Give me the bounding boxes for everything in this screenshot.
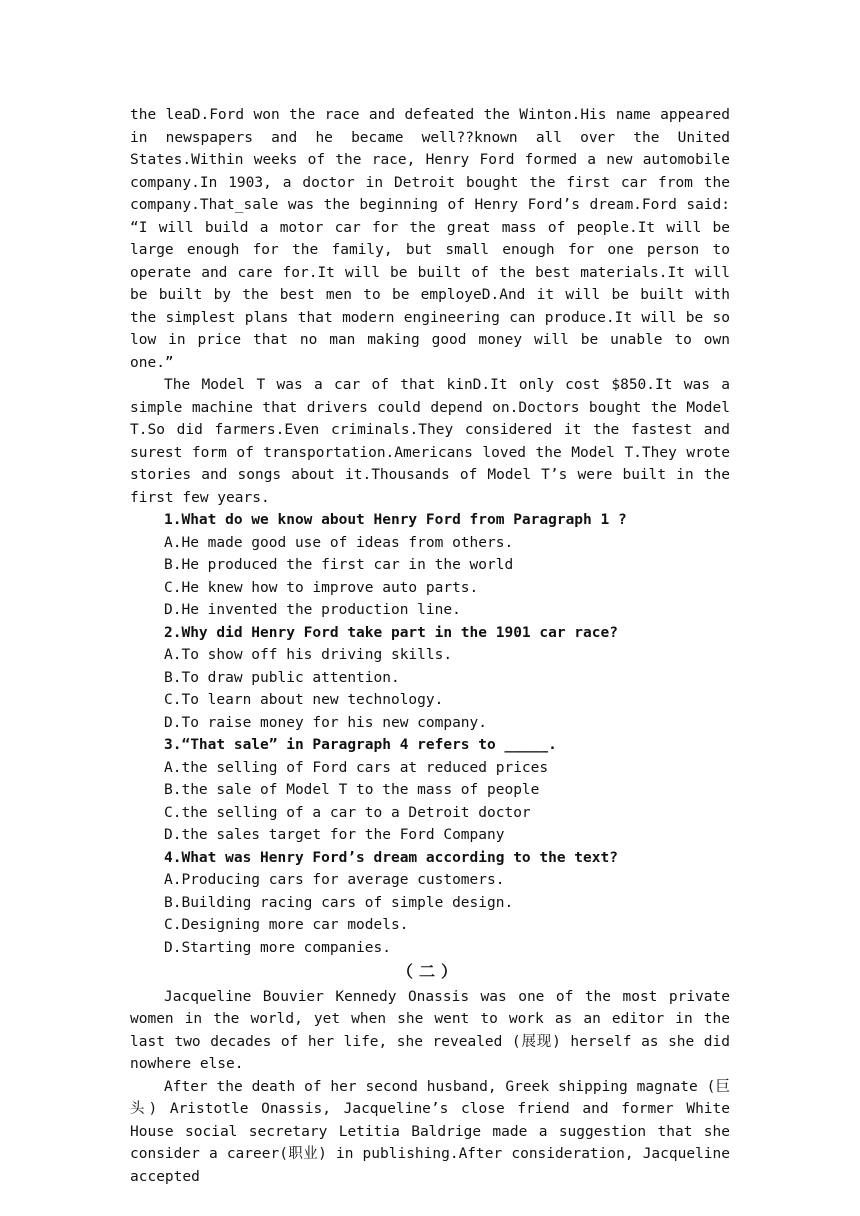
question-1-option-b: B.He produced the first car in the world [164, 557, 514, 573]
question-3-option-d: D.the sales target for the Ford Company [164, 827, 505, 843]
question-3-option-c: C.the selling of a car to a Detroit doctor [164, 804, 531, 821]
question-2-option-c: C.To learn about new technology. [164, 692, 444, 708]
question-block-4 [130, 847, 730, 960]
question-3-option-a: A.the selling of Ford cars at reduced prices [164, 759, 549, 776]
question-2-option-a: A.To show off his driving skills. [164, 647, 453, 663]
section2-paragraph-2: After the death of her second husband, Greek shipping magnate (巨头) Aristotle Onassis, Jacqueline’s close friend and former White House social secretary Letitia Baldrige made a suggestion that she consider a career(职业) in publishing.After consideration, Jacqueline accepted [130, 1078, 730, 1185]
section-2-title: （二） [396, 962, 463, 981]
question-block-3 [130, 734, 730, 847]
question-1-option-a: A.He made good use of ideas from others. [164, 534, 514, 551]
question-3-option-b: B.the sale of Model T to the mass of people [164, 782, 540, 798]
question-3: 3.“That sale” in Paragraph 4 refers to _____. [164, 737, 557, 753]
question-4: 4.What was Henry Ford’s dream according to the text? [164, 849, 618, 866]
passage1-paragraph-1: the leaD.Ford won the race and defeated the Winton.His name appeared in newspapers and he became well??known all over the United States.Within weeks of the race, Henry Ford formed a new automobile company.In 1903, a doctor in Detroit bought the first car from the company.That_sale was the beginning of Henry Ford’s dream.Ford said: “I will build a motor car for the great mass of people.It will be large enough for the family, but small enough for one person to operate and care for.It will be built of the best materials.It will be built by the best men to be employeD.And it will be built with the simplest plans that modern engineering can produce.It will be so low in price that no man making good money will be unable to own one.” [130, 107, 730, 371]
question-2-option-b: B.To draw public attention. [164, 669, 400, 686]
question-4-option-d: D.Starting more companies. [164, 939, 391, 956]
question-2: 2.Why did Henry Ford take part in the 1901 car race? [164, 624, 618, 641]
question-1: 1.What do we know about Henry Ford from Paragraph 1 ? [164, 512, 627, 528]
question-1-option-d: D.He invented the production line. [164, 602, 461, 618]
document-page [130, 104, 730, 1188]
passage1-paragraph-2: The Model T was a car of that kinD.It only cost $850.It was a simple machine that drivers could depend on.Doctors bought the Model T.So did farmers.Even criminals.They considered it the fastest and surest form of transportation.Americans loved the Model T.They wrote stories and songs about it.Thousands of Model T’s were built in the first few years. [130, 377, 730, 506]
question-block-2 [130, 622, 730, 735]
question-1-option-c: C.He knew how to improve auto parts. [164, 579, 479, 596]
question-4-option-b: B.Building racing cars of simple design. [164, 894, 514, 911]
section2-paragraph-1: Jacqueline Bouvier Kennedy Onassis was one of the most private women in the world, yet when she went to work as an editor in the last two decades of her life, she revealed (展现) herself as she did nowhere else. [130, 988, 730, 1072]
question-4-option-a: A.Producing cars for average customers. [164, 872, 505, 888]
question-block-1 [130, 509, 730, 622]
question-2-option-d: D.To raise money for his new company. [164, 714, 488, 731]
question-4-option-c: C.Designing more car models. [164, 917, 409, 933]
